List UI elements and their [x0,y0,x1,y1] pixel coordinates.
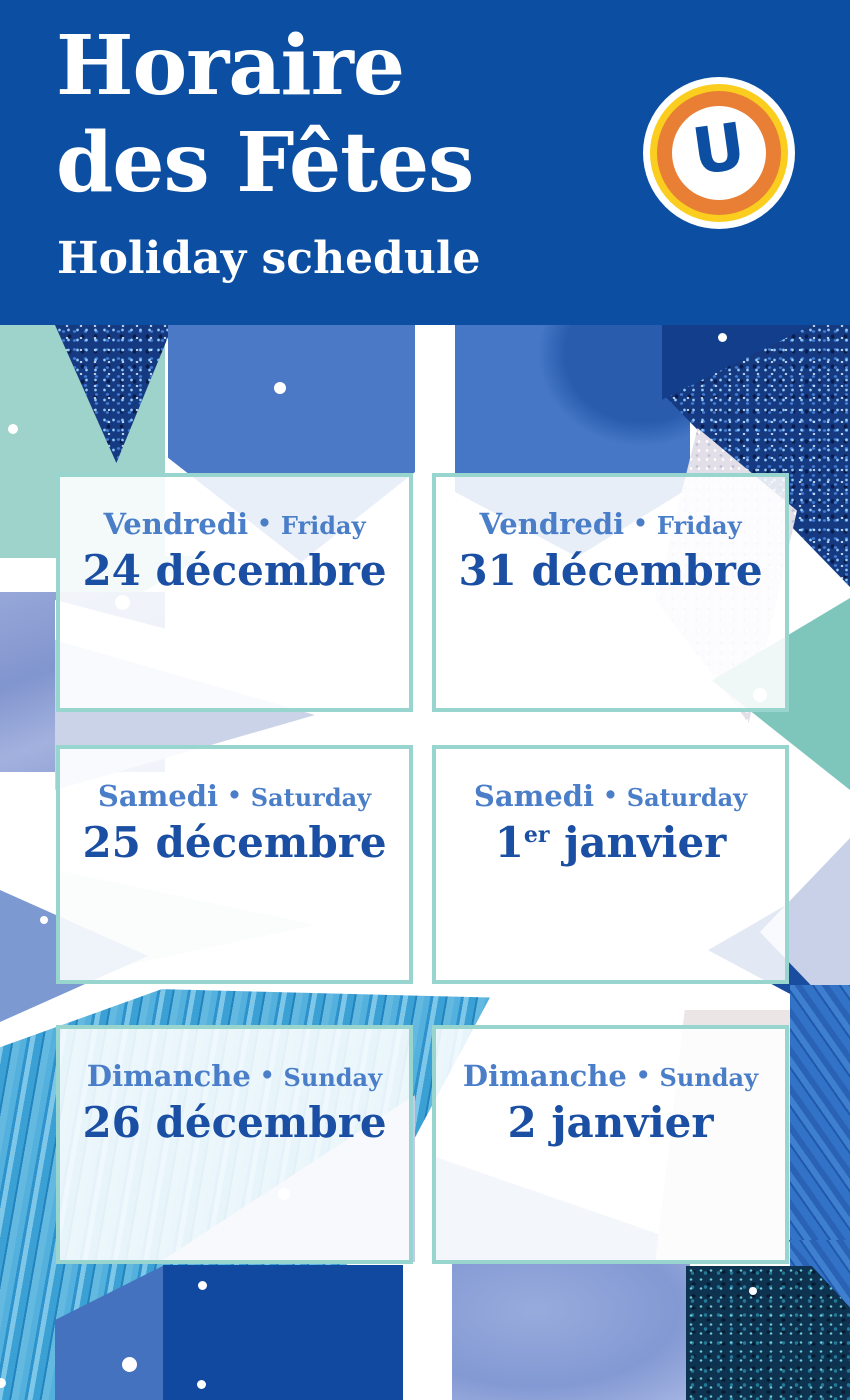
date-month: décembre [140,818,387,867]
decor-snow-dot [8,424,18,434]
uniprix-logo [643,77,795,229]
card-day-label [463,1059,758,1093]
poster-title [56,18,473,212]
day-name-french: Dimanche [86,1059,251,1093]
title-line-2: des Fêtes [56,115,474,211]
bullet-separator: • [633,510,648,537]
day-name-french: Samedi [97,779,219,813]
decor-snow-dot [749,1287,757,1295]
card-day-label [103,507,365,541]
logo-orange-ring [657,91,781,215]
bullet-separator: • [257,510,272,537]
day-name-french: Vendredi [479,507,625,541]
date-ordinal-suffix: er [523,822,550,848]
card-date [495,818,727,867]
schedule-card-sunday-dec26 [56,1025,413,1264]
bullet-separator: • [227,782,242,809]
decor-snow-dot [40,916,48,924]
date-month: janvier [549,818,727,867]
day-name-english: Sunday [659,1063,759,1092]
bullet-separator: • [259,1062,275,1089]
day-name-english: Saturday [250,783,372,812]
date-month: janvier [536,1098,714,1147]
day-name-english: Friday [280,511,366,540]
title-line-1: Horaire [56,18,405,114]
decor-glitter-bottom-right [686,1266,850,1400]
decor-snow-dot [274,382,286,394]
date-number: 25 [82,818,141,867]
date-number: 2 [507,1098,537,1147]
date-number: 26 [82,1098,141,1147]
day-name-french: Samedi [473,779,595,813]
date-month: décembre [140,546,387,595]
card-day-label [98,779,371,813]
day-name-french: Vendredi [103,507,249,541]
schedule-card-saturday-jan1 [432,745,789,984]
card-day-label [474,779,747,813]
date-number: 24 [82,546,141,595]
logo-yellow-ring [650,84,788,222]
logo-letter-u: U [688,109,750,191]
logo-white-disc [672,106,766,200]
card-date [458,546,762,595]
decor-snow-dot [198,1281,207,1290]
schedule-card-friday-dec24 [56,473,413,712]
schedule-card-sunday-jan2 [432,1025,789,1264]
bullet-separator: • [603,782,618,809]
card-date [507,1098,713,1147]
decor-watercolor-bottom [452,1262,690,1400]
bullet-separator: • [635,1062,651,1089]
card-date [82,818,386,867]
day-name-english: Sunday [283,1063,383,1092]
decor-snow-dot [718,333,727,342]
day-name-english: Friday [656,511,742,540]
card-date [82,1098,386,1147]
card-date [82,546,386,595]
decor-snow-dot [122,1357,137,1372]
schedule-card-friday-dec31 [432,473,789,712]
day-name-french: Dimanche [462,1059,627,1093]
card-day-label [479,507,741,541]
poster-subtitle: Holiday schedule [57,233,481,284]
card-day-label [87,1059,382,1093]
date-number: 1 [494,818,524,867]
decor-crackle-strip-right [790,985,850,1275]
decor-snow-dot [197,1380,206,1389]
day-name-english: Saturday [626,783,748,812]
date-month: décembre [140,1098,387,1147]
date-number: 31 [458,546,517,595]
header-banner [0,0,850,325]
schedule-card-saturday-dec25 [56,745,413,984]
date-month: décembre [516,546,763,595]
